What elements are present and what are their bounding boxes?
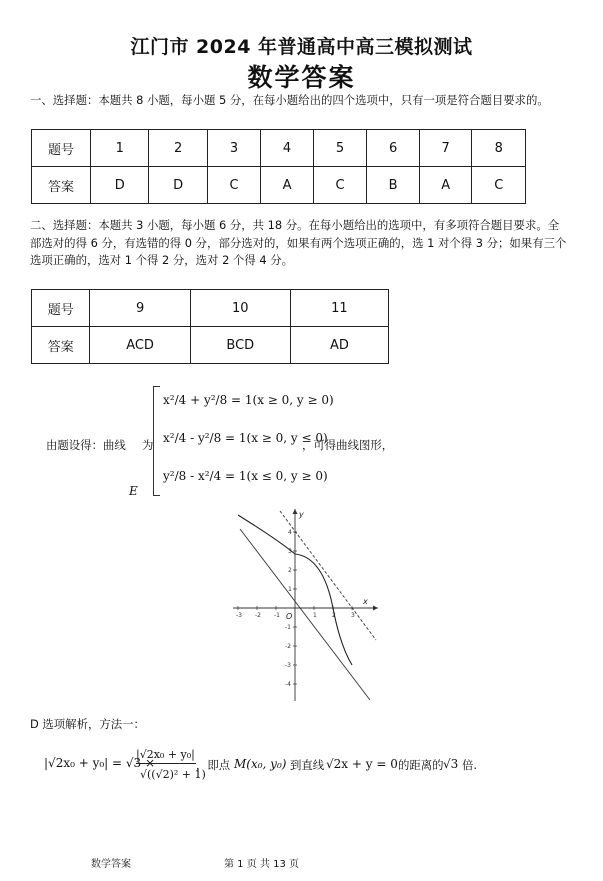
table-cell: AD — [290, 327, 388, 364]
table-cell: C — [472, 167, 526, 204]
analysis-distance: 的距离的 — [398, 758, 444, 772]
analysis-to-line: 到直线 — [290, 758, 325, 772]
table-cell: 1 — [91, 130, 149, 167]
section1-intro: 一、选择题：本题共 8 小题，每小题 5 分，在每小题给出的四个选项中，只有一项是符合题目要求的。 — [30, 93, 549, 107]
table-cell: D — [91, 167, 149, 204]
section2-intro — [30, 217, 600, 270]
table-cell: C — [207, 167, 260, 204]
row-label-answer: 答案 — [32, 327, 90, 364]
analysis-heading: D 选项解析，方法一： — [30, 717, 145, 731]
table-row — [32, 327, 389, 364]
y-axis-label: y — [299, 510, 304, 519]
fraction-bar — [136, 763, 196, 764]
x-tick-label: 3 — [351, 612, 355, 619]
fraction-numerator: |√2x₀ + y₀| — [136, 748, 195, 761]
section2-intro-line: 部选对的得 6 分，有选错的得 0 分，部分选对的，如果有两个选项正确的，选 1 对个得 3 分；如果有三个 — [30, 235, 567, 250]
table-cell: B — [367, 167, 420, 204]
y-tick-label: 3 — [288, 548, 292, 555]
x-tick-label: -3 — [236, 612, 242, 619]
brace — [153, 386, 160, 496]
table-cell: 5 — [313, 130, 366, 167]
table-row — [32, 130, 526, 167]
x-tick-label: -2 — [255, 612, 261, 619]
section2-intro-line: 选项正确的，选对 1 个得 2 分，选对 2 个得 4 分。 — [30, 253, 293, 267]
line-equation: √2x + y = 0 — [326, 757, 398, 771]
table-cell: 3 — [207, 130, 260, 167]
table-cell: C — [313, 167, 366, 204]
curve-lead: 由题设得：曲线 — [46, 438, 126, 452]
table-cell: 8 — [472, 130, 526, 167]
analysis-times: 倍. — [462, 758, 478, 772]
fraction-denominator: √((√2)² + 1) — [140, 768, 206, 781]
abs-expression: |√2x₀ + y₀| = √3 × — [44, 756, 156, 770]
x-tick-label: 2 — [332, 612, 336, 619]
x-axis-label: x — [363, 597, 368, 606]
row-label-question: 题号 — [32, 130, 91, 167]
point-m: M(x₀, y₀) — [234, 757, 287, 771]
table-row — [32, 290, 389, 327]
curve-tail: ，可得曲线图形， — [302, 438, 394, 452]
y-tick-label: -3 — [285, 662, 291, 669]
table-cell: ACD — [90, 327, 190, 364]
curve-case-3: y²/8 - x²/4 = 1(x ≤ 0, y ≥ 0) — [163, 469, 328, 483]
origin-label: O — [286, 612, 293, 621]
sqrt3: √3 — [443, 757, 459, 771]
curve-wei: 为 — [142, 438, 154, 452]
table-cell: BCD — [190, 327, 290, 364]
table-cell: D — [149, 167, 207, 204]
table-cell: 2 — [149, 130, 207, 167]
y-tick-label: -4 — [285, 681, 291, 688]
curve-case-2: x²/4 - y²/8 = 1(x ≥ 0, y ≤ 0) — [163, 431, 328, 445]
table-row — [32, 167, 526, 204]
analysis-mid: ，即点 — [196, 758, 231, 772]
x-axis-arrow — [373, 606, 378, 611]
dashed-line — [280, 511, 376, 640]
table-cell: A — [419, 167, 472, 204]
curve-branch-2nd-quadrant — [238, 515, 295, 554]
x-tick-label: 1 — [313, 612, 317, 619]
row-label-answer: 答案 — [32, 167, 91, 204]
curve-letter: E — [129, 484, 138, 498]
answer-table-2 — [31, 289, 389, 364]
y-axis-arrow — [293, 509, 298, 514]
table-cell: 6 — [367, 130, 420, 167]
y-tick-label: 4 — [288, 529, 292, 536]
curve-branch-4th-quadrant — [333, 608, 352, 665]
page-title: 江门市 2024 年普通高中高三模拟测试 — [130, 36, 473, 58]
y-tick-label: 1 — [288, 586, 292, 593]
y-tick-label: -1 — [285, 624, 291, 631]
table-cell: 9 — [90, 290, 190, 327]
x-tick-label: -1 — [274, 612, 280, 619]
table-cell: 4 — [261, 130, 314, 167]
table-cell: 10 — [190, 290, 290, 327]
footer-page: 第 1 页 共 13 页 — [224, 859, 299, 870]
table-cell: 7 — [419, 130, 472, 167]
curve-graph — [228, 505, 383, 705]
table-cell: 11 — [290, 290, 388, 327]
y-tick-label: 2 — [288, 567, 292, 574]
footer-left: 数学答案 — [91, 859, 131, 870]
curve-case-1: x²/4 + y²/8 = 1(x ≥ 0, y ≥ 0) — [163, 393, 334, 407]
section2-intro-line: 二、选择题：本题共 3 小题，每小题 6 分，共 18 分。在每小题给出的选项中，有多项符合题目要求。全 — [30, 218, 560, 232]
graph-svg — [228, 505, 383, 705]
curve-ellipse-arc — [295, 554, 333, 608]
y-tick-label: -2 — [285, 643, 291, 650]
table-cell: A — [261, 167, 314, 204]
row-label-question: 题号 — [32, 290, 90, 327]
page-subtitle: 数学答案 — [247, 63, 356, 92]
answer-table-1 — [31, 129, 526, 204]
